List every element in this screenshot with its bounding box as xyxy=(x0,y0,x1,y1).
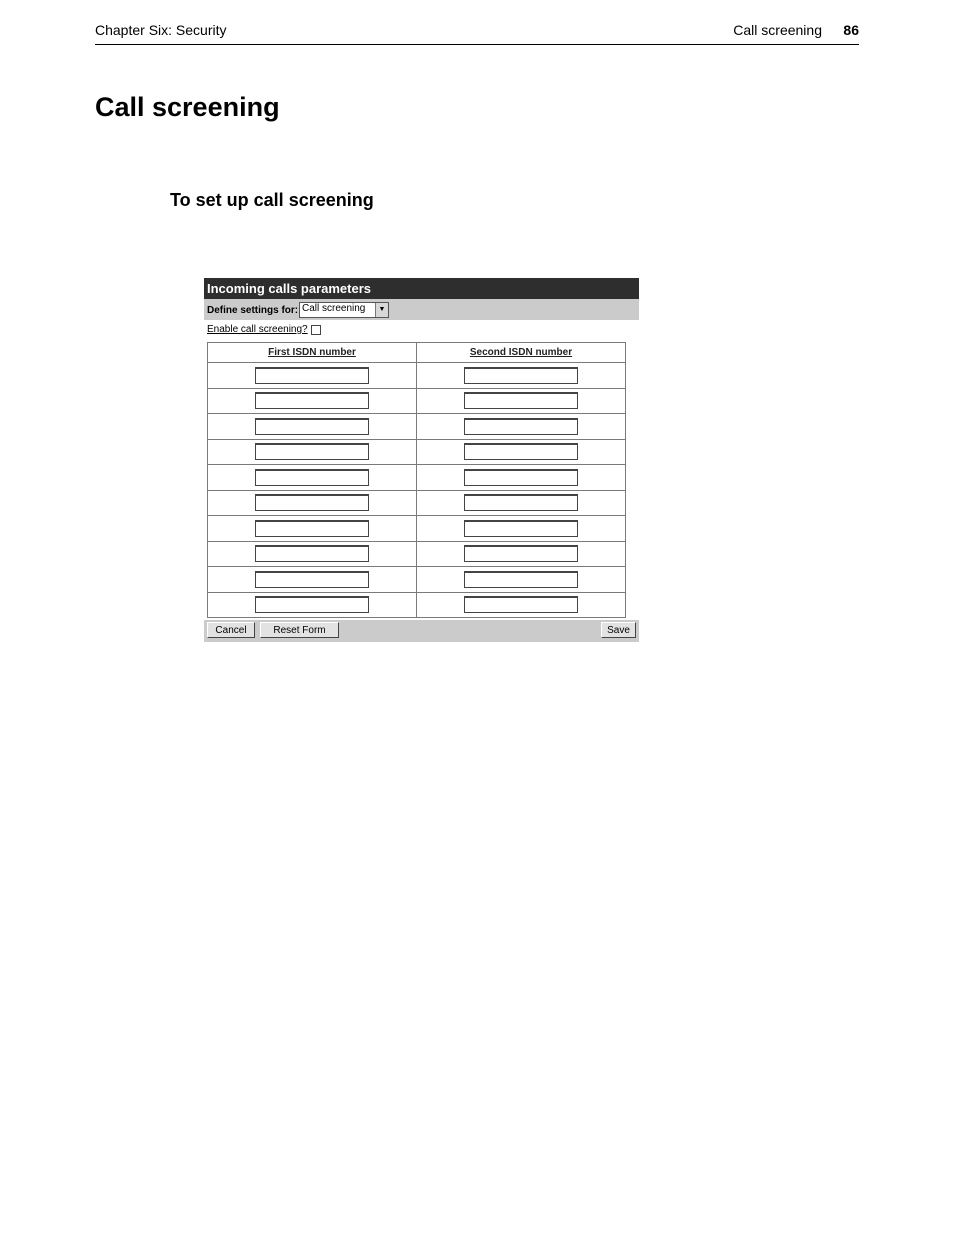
first-isdn-input[interactable] xyxy=(255,469,369,486)
define-settings-label: Define settings for: xyxy=(207,305,299,316)
first-isdn-input[interactable] xyxy=(255,367,369,384)
panel-titlebar xyxy=(204,278,639,299)
section-title: Call screening xyxy=(733,22,822,38)
save-button[interactable]: Save xyxy=(601,622,636,638)
second-isdn-input[interactable] xyxy=(464,418,578,435)
second-isdn-input[interactable] xyxy=(464,367,578,384)
first-isdn-input[interactable] xyxy=(255,443,369,460)
first-isdn-input[interactable] xyxy=(255,392,369,409)
second-isdn-input[interactable] xyxy=(464,596,578,613)
running-header xyxy=(95,20,859,45)
first-isdn-input[interactable] xyxy=(255,494,369,511)
chevron-down-icon[interactable]: ▼ xyxy=(375,303,388,317)
define-settings-value: Call screening xyxy=(302,303,366,314)
column-header-first-isdn: First ISDN number xyxy=(208,343,417,363)
table-row xyxy=(208,363,626,389)
cancel-button[interactable]: Cancel xyxy=(207,622,255,638)
table-row xyxy=(208,541,626,567)
second-isdn-input[interactable] xyxy=(464,494,578,511)
table-row xyxy=(208,516,626,542)
first-isdn-input[interactable] xyxy=(255,418,369,435)
second-isdn-input[interactable] xyxy=(464,545,578,562)
second-isdn-input[interactable] xyxy=(464,469,578,486)
enable-call-screening-label: Enable call screening? xyxy=(207,324,308,335)
first-isdn-input[interactable] xyxy=(255,520,369,537)
table-row xyxy=(208,388,626,414)
define-settings-select[interactable] xyxy=(299,302,389,318)
first-isdn-input[interactable] xyxy=(255,571,369,588)
procedure-heading: To set up call screening xyxy=(170,190,374,210)
incoming-calls-panel xyxy=(204,278,639,642)
second-isdn-input[interactable] xyxy=(464,571,578,588)
page-number: 86 xyxy=(843,22,859,38)
column-header-second-isdn: Second ISDN number xyxy=(417,343,626,363)
chapter-title: Chapter Six: Security xyxy=(95,22,227,38)
button-bar xyxy=(204,620,639,642)
panel-title: Incoming calls parameters xyxy=(207,281,372,296)
second-isdn-input[interactable] xyxy=(464,520,578,537)
table-row xyxy=(208,490,626,516)
define-settings-bar xyxy=(204,299,639,320)
first-isdn-input[interactable] xyxy=(255,596,369,613)
table-row xyxy=(208,567,626,593)
second-isdn-input[interactable] xyxy=(464,443,578,460)
first-isdn-input[interactable] xyxy=(255,545,369,562)
table-row xyxy=(208,439,626,465)
enable-call-screening-checkbox[interactable] xyxy=(311,325,321,335)
second-isdn-input[interactable] xyxy=(464,392,578,409)
table-row xyxy=(208,414,626,440)
isdn-table xyxy=(207,342,626,618)
page-title: Call screening xyxy=(95,92,280,122)
table-row xyxy=(208,592,626,618)
table-row xyxy=(208,465,626,491)
isdn-table-header xyxy=(208,343,626,363)
reset-form-button[interactable]: Reset Form xyxy=(260,622,339,638)
